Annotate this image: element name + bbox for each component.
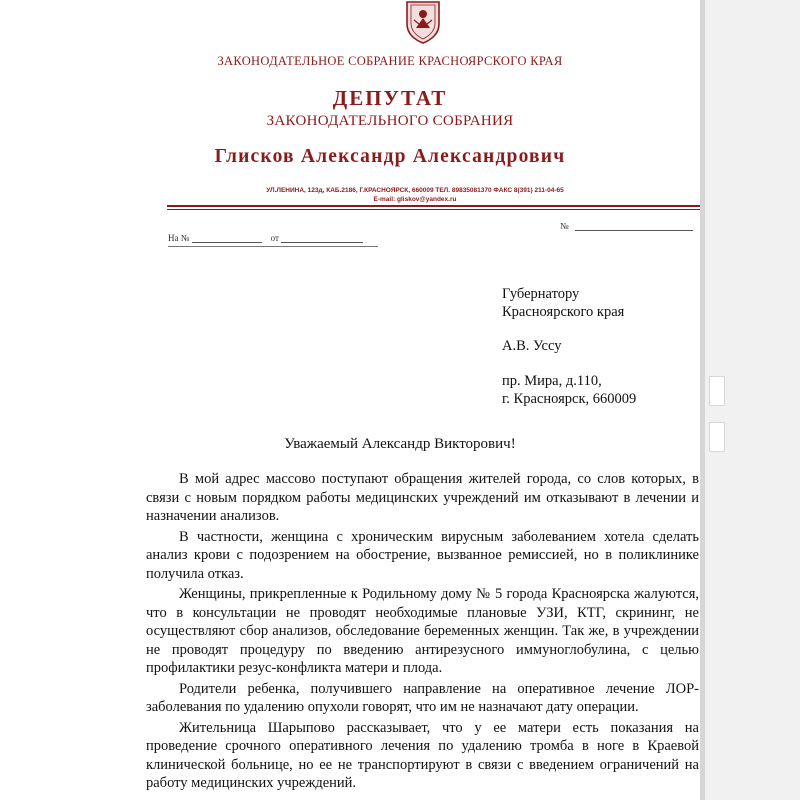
page-edge-shadow <box>700 0 705 800</box>
letter-body <box>146 470 699 795</box>
paragraph: Жительница Шарыпово рассказывает, что у ее матери есть показания на проведение срочного оперативного лечения по удалению тромба в ноге в Краевой клинической больнице, но ее не транспортируют в связи с введением ограничений на работу медицинских учреждений. <box>146 719 699 791</box>
paragraph: Женщины, прикрепленные к Родильному дому № 5 города Красноярска жалуются, что в консультации не проводят необходимые плановые УЗИ, КТГ, скрининг, не осуществляют сбор анализов, обследование беременных женщин. Так же, в учреждении не проводят процедуру по введению антирезусного иммуноглобулина, с целью профилактики резус-конфликта матери и плода. <box>146 586 699 676</box>
na-blank <box>192 232 262 243</box>
salutation: Уважаемый Александр Викторович! <box>284 436 516 452</box>
organization-name: ЗАКОНОДАТЕЛЬНОЕ СОБРАНИЕ КРАСНОЯРСКОГО КРАЯ <box>217 54 563 68</box>
ot-blank <box>281 232 363 243</box>
deputy-title: ДЕПУТАТ <box>332 86 448 110</box>
scroll-marker[interactable] <box>709 376 725 406</box>
addressee-city: г. Красноярск, 660009 <box>502 391 637 407</box>
paragraph: В мой адрес массово поступают обращения жителей города, со слов которых, в связи с новым порядком работы медицинских учреждений им отказывают в лечении и назначении анализов. <box>146 471 699 524</box>
header-divider <box>167 205 700 207</box>
coat-of-arms-icon <box>404 0 442 44</box>
deputy-subtitle: ЗАКОНОДАТЕЛЬНОГО СОБРАНИЯ <box>266 113 514 129</box>
paragraph: В частности, женщина с хроническим вирусным заболеванием хотела сделать анализ крови с подозрением на обострение, вызванное ремиссией, но в поликлинике получила отказ. <box>146 528 699 582</box>
outgoing-number-field <box>560 220 700 231</box>
addressee-street: пр. Мира, д.110, <box>502 373 602 389</box>
contact-address-line: УЛ.ЛЕНИНА, 123д, КАБ.2186, Г.КРАСНОЯРСК, 660009 ТЕЛ. 89835081370 ФАКС 8(391) 211-04-65 <box>266 187 564 194</box>
number-label: № <box>560 221 569 231</box>
number-blank <box>575 220 693 231</box>
contact-email: E-mail: gliskov@yandex.ru <box>373 196 457 203</box>
na-label: На № <box>168 233 190 243</box>
reference-line <box>168 232 383 243</box>
scroll-marker[interactable] <box>709 422 725 452</box>
ot-label: от <box>270 233 279 243</box>
addressee-region: Красноярского края <box>502 304 625 320</box>
addressee-name: А.В. Уссу <box>502 338 562 354</box>
header-divider-thin <box>167 209 700 210</box>
deputy-name: Глисков Александр Александрович <box>214 146 566 167</box>
contact-info <box>160 186 670 204</box>
addressee-title: Губернатору <box>502 286 580 302</box>
paragraph: Родители ребенка, получившего направление на оперативное лечение ЛОР-заболевания по удалению опухоли говорят, что им не назначают дату операции. <box>146 680 699 715</box>
reference-divider <box>168 246 378 247</box>
